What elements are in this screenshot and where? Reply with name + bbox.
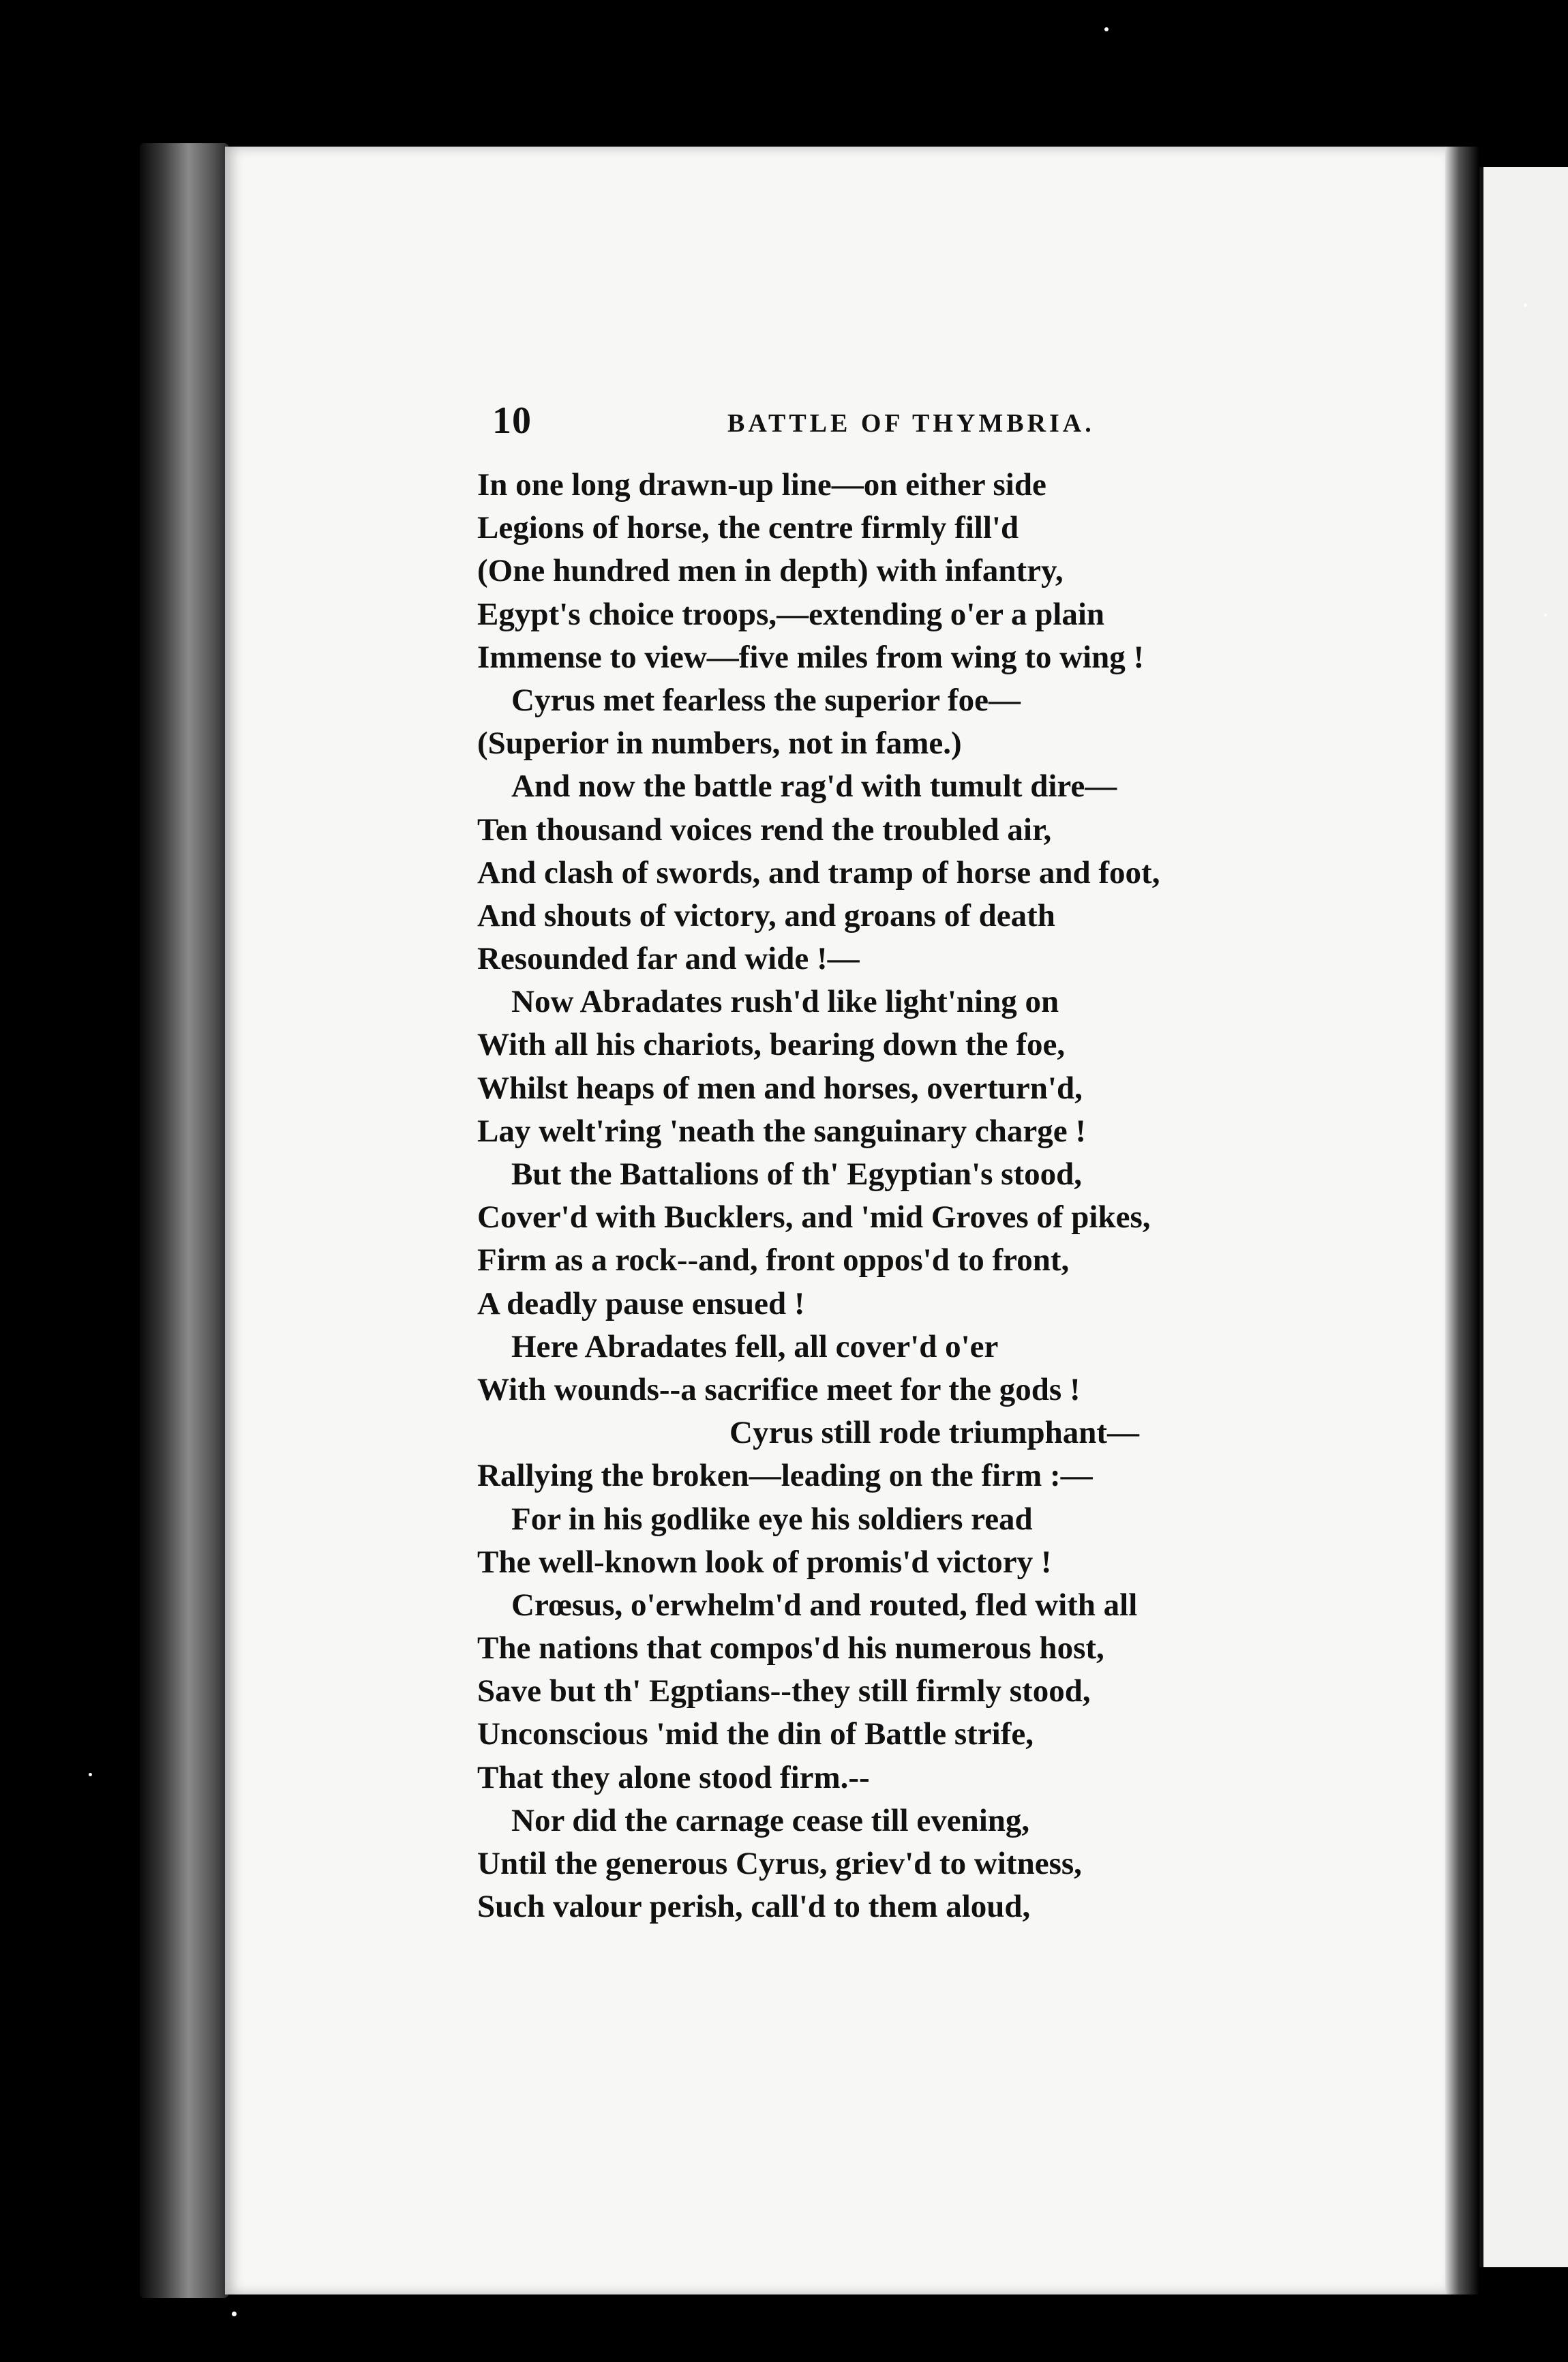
verse-line: Crœsus, o'erwhelm'd and routed, fled with all — [511, 1587, 1138, 1623]
verse-line: With wounds--a sacrifice meet for the gods ! — [477, 1371, 1081, 1407]
verse-line: Legions of horse, the centre firmly fill'd — [477, 510, 1019, 546]
verse-line: Ten thousand voices rend the troubled air, — [477, 811, 1052, 848]
verse-line: Until the generous Cyrus, griev'd to witness, — [477, 1846, 1082, 1881]
verse-line: (Superior in numbers, not in fame.) — [477, 726, 962, 762]
verse-line: Egypt's choice troops,—extending o'er a plain — [477, 596, 1105, 632]
verse-line: Whilst heaps of men and horses, overturn'd, — [477, 1070, 1083, 1106]
verse-line: For in his godlike eye his soldiers read — [511, 1501, 1033, 1537]
verse-line: The nations that compos'd his numerous host, — [477, 1630, 1104, 1666]
poem-body — [477, 464, 1377, 1928]
verse-line: Cover'd with Bucklers, and 'mid Groves of pikes, — [477, 1199, 1151, 1236]
verse-line: That they alone stood firm.-- — [477, 1759, 870, 1795]
running-head — [492, 399, 1310, 453]
verse-line: Here Abradates fell, all cover'd o'er — [511, 1328, 999, 1364]
verse-line: The well-known look of promis'd victory ! — [477, 1544, 1052, 1580]
verse-line: Nor did the carnage cease till evening, — [511, 1802, 1030, 1838]
running-title: BATTLE OF THYMBRIA. — [727, 409, 1095, 438]
verse-line: Resounded far and wide !— — [477, 941, 860, 977]
page-number: 10 — [492, 400, 532, 442]
verse-line: Cyrus met fearless the superior foe— — [511, 682, 1021, 718]
facing-page-edge — [1479, 167, 1568, 2267]
gutter-shadow — [1445, 147, 1479, 2294]
verse-line: And shouts of victory, and groans of death — [477, 897, 1055, 933]
verse-line: But the Battalions of th' Egyptian's stood, — [511, 1156, 1083, 1192]
verse-line: And now the battle rag'd with tumult dire— — [511, 768, 1117, 805]
verse-line: Cyrus still rode triumphant— — [729, 1415, 1140, 1451]
verse-line: Save but th' Egptians--they still firmly stood, — [477, 1673, 1091, 1709]
book-spine-edge — [140, 143, 228, 2298]
verse-line: And clash of swords, and tramp of horse and foot, — [477, 854, 1160, 891]
verse-line: Immense to view—five miles from wing to wing ! — [477, 639, 1145, 675]
verse-line: Lay welt'ring 'neath the sanguinary charge ! — [477, 1113, 1086, 1149]
verse-line: With all his chariots, bearing down the foe, — [477, 1027, 1066, 1063]
verse-line: Now Abradates rush'd like light'ning on — [511, 984, 1059, 1020]
verse-line: In one long drawn-up line—on either side — [477, 467, 1046, 503]
verse-line: Rallying the broken—leading on the firm :— — [477, 1458, 1093, 1494]
verse-line: A deadly pause ensued ! — [477, 1285, 805, 1321]
verse-line: (One hundred men in depth) with infantry, — [477, 553, 1064, 589]
verse-line: Such valour perish, call'd to them aloud, — [477, 1889, 1031, 1925]
verse-line: Unconscious 'mid the din of Battle strife, — [477, 1716, 1034, 1752]
verse-line: Firm as a rock--and, front oppos'd to front, — [477, 1242, 1070, 1279]
